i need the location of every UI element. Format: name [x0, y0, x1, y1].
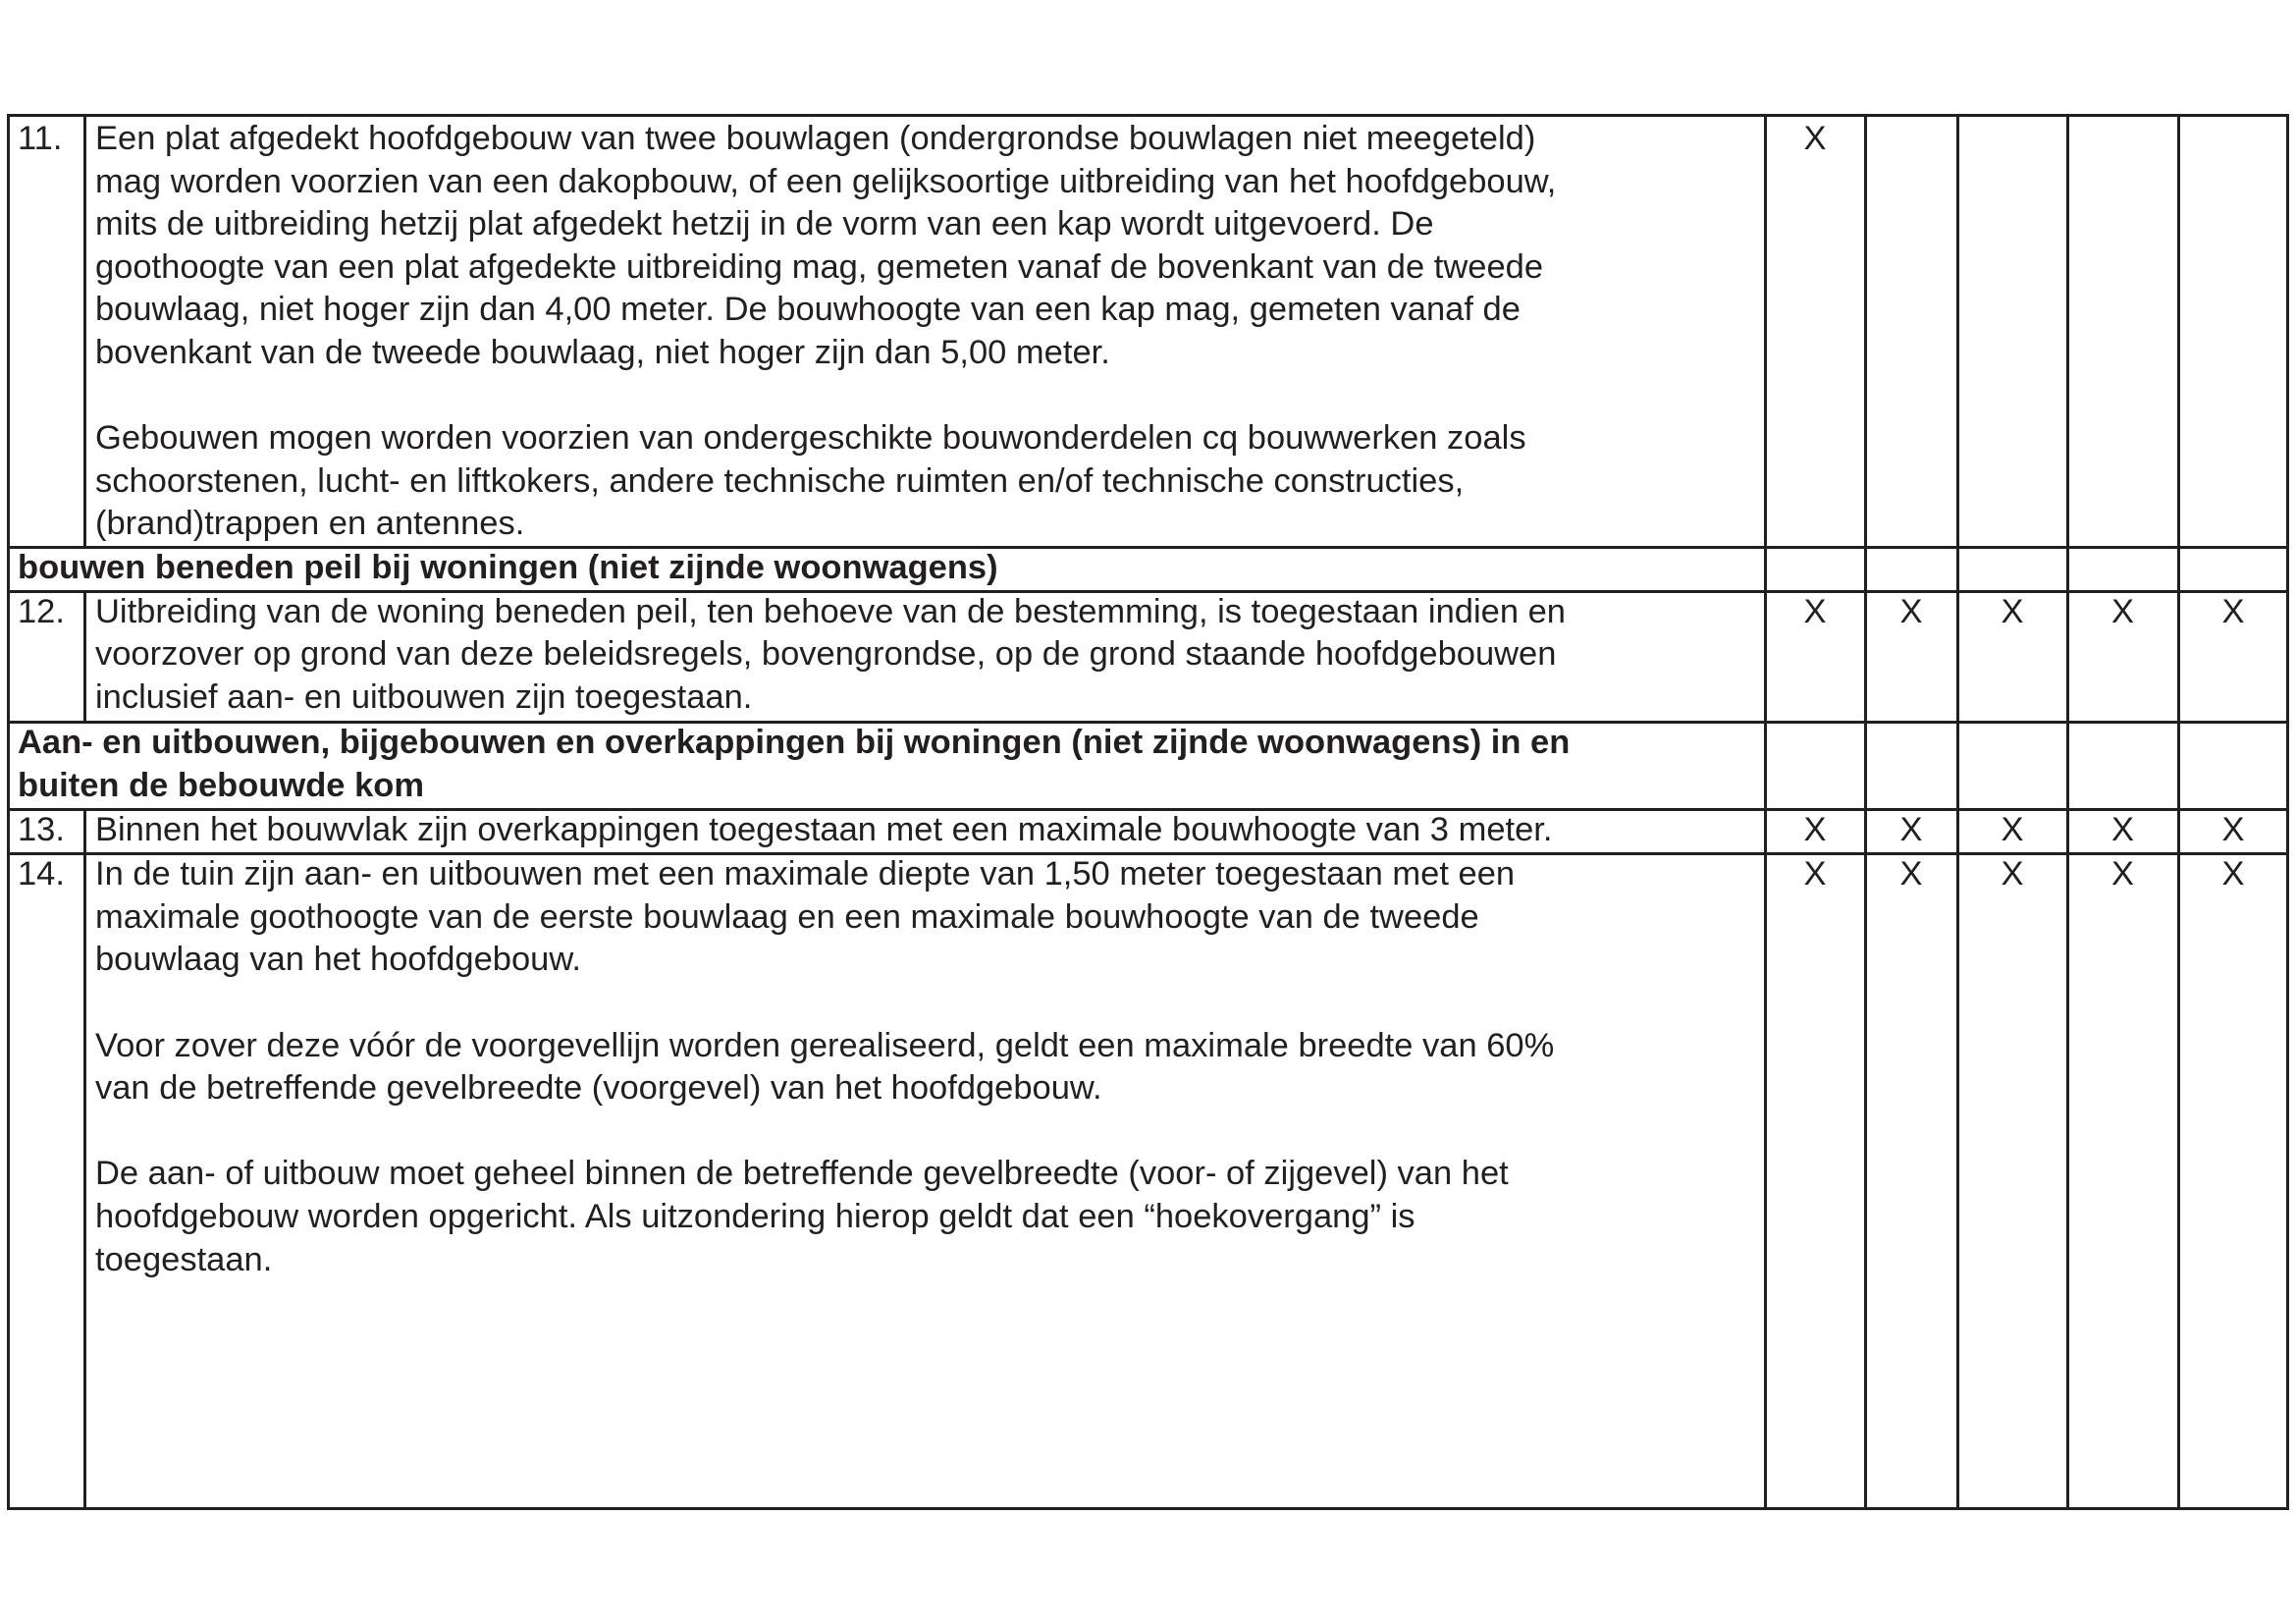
text-line: bouwlaag, niet hoger zijn dan 4,00 meter. De bouwhoogte van een kap mag, gemeten vanaf de	[95, 291, 1521, 328]
applicability-mark: X	[1803, 593, 1827, 630]
text-line: mits de uitbreiding hetzij plat afgedekt hetzij in de vorm van een kap wordt uitgevoerd. De	[95, 205, 1434, 243]
applicability-mark: X	[1899, 855, 1923, 893]
text-line: Gebouwen mogen worden voorzien van ondergeschikte bouwonderdelen cq bouwwerken zoals	[95, 419, 1526, 457]
applicability-mark: X	[2221, 855, 2245, 893]
text-line: schoorstenen, lucht- en liftkokers, andere technische ruimten en/of technische constructies,	[95, 462, 1465, 500]
applicability-mark: X	[2110, 855, 2134, 893]
row-number: 12.	[18, 593, 65, 630]
text-line: mag worden voorzien van een dakopbouw, of een gelijksoortige uitbreiding van het hoofdgebouw,	[95, 163, 1557, 200]
applicability-mark: X	[2001, 811, 2024, 848]
text-line: hoofdgebouw worden opgericht. Als uitzondering hierop geldt dat een “hoekovergang” is	[95, 1198, 1415, 1235]
applicability-mark: X	[2221, 811, 2245, 848]
text-line: bouwlaag van het hoofdgebouw.	[95, 941, 581, 978]
number-column-line	[83, 117, 86, 546]
applicability-mark: X	[2221, 593, 2245, 630]
text-line: Binnen het bouwvlak zijn overkappingen toegestaan met een maximale bouwhoogte van 3 meter.	[95, 811, 1553, 848]
text-line: In de tuin zijn aan- en uitbouwen met een maximale diepte van 1,50 meter toegestaan met een	[95, 855, 1516, 893]
text-line: (brand)trappen en antennes.	[95, 505, 525, 542]
row-number: 11.	[18, 120, 63, 157]
applicability-mark: X	[2001, 855, 2024, 893]
applicability-mark: X	[2110, 811, 2134, 848]
applicability-mark: X	[1899, 593, 1923, 630]
number-column-line	[83, 590, 86, 721]
row-number: 13.	[18, 811, 65, 848]
section-heading: Aan- en uitbouwen, bijgebouwen en overkappingen bij woningen (niet zijnde woonwagens) in en	[18, 724, 1571, 761]
text-line: voorzover op grond van deze beleidsregels, bovengrondse, op de grond staande hoofdgebouwen	[95, 635, 1557, 673]
text-line: Voor zover deze vóór de voorgevellijn worden gerealiseerd, geldt een maximale breedte van 60%	[95, 1027, 1555, 1064]
text-line: inclusief aan- en uitbouwen zijn toegestaan.	[95, 678, 753, 716]
row-number: 14.	[18, 855, 65, 893]
text-line: bovenkant van de tweede bouwlaag, niet hoger zijn dan 5,00 meter.	[95, 334, 1110, 371]
applicability-mark: X	[1803, 120, 1827, 157]
applicability-mark: X	[2001, 593, 2024, 630]
applicability-mark: X	[1899, 811, 1923, 848]
text-line: De aan- of uitbouw moet geheel binnen de betreffende gevelbreedte (voor- of zijgevel) van het	[95, 1155, 1509, 1192]
text-line: goothoogte van een plat afgedekte uitbreiding mag, gemeten vanaf de bovenkant van de tweede	[95, 248, 1544, 286]
text-line: Uitbreiding van de woning beneden peil, ten behoeve van de bestemming, is toegestaan indien en	[95, 593, 1566, 630]
applicability-mark: X	[1803, 855, 1827, 893]
number-column-line	[83, 808, 86, 1510]
text-line: Een plat afgedekt hoofdgebouw van twee bouwlagen (ondergrondse bouwlagen niet meegeteld)	[95, 120, 1536, 157]
text-line: toegestaan.	[95, 1241, 273, 1278]
section-heading: bouwen beneden peil bij woningen (niet zijnde woonwagens)	[18, 549, 998, 586]
applicability-mark: X	[1803, 811, 1827, 848]
text-line: maximale goothoogte van de eerste bouwlaag en een maximale bouwhoogte van de tweede	[95, 898, 1479, 936]
text-line: van de betreffende gevelbreedte (voorgevel) van het hoofdgebouw.	[95, 1069, 1102, 1107]
applicability-mark: X	[2110, 593, 2134, 630]
section-heading: buiten de bebouwde kom	[18, 767, 425, 804]
